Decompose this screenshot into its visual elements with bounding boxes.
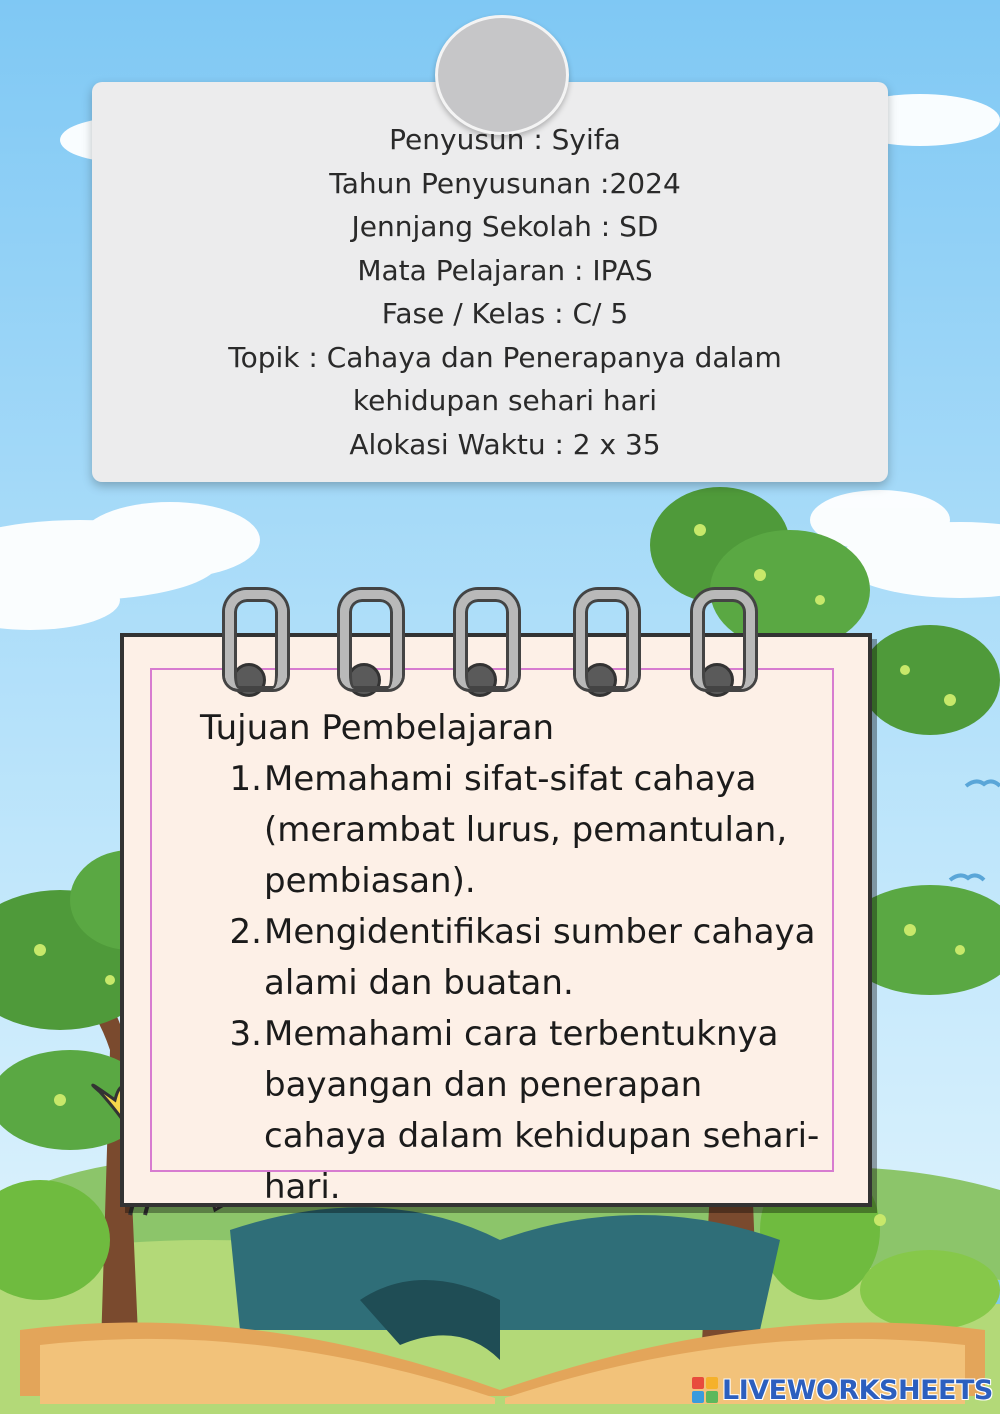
objective-text: Mengidentifikasi sumber cahaya alami dan buatan. [264, 912, 816, 1003]
objective-text: Memahami sifat-sifat cahaya (merambat lurus, pemantulan, pembiasan). [264, 759, 788, 901]
author-line: Penyusun : Syifa [389, 123, 621, 156]
phase-class-line: Fase / Kelas : C/ 5 [381, 297, 629, 330]
objective-number: 1. [229, 759, 262, 799]
objective-text: Memahami cara terbentuknya bayangan dan penerapan cahaya dalam kehidupan sehari-hari. [264, 1014, 820, 1207]
objective-item [200, 1009, 840, 1213]
info-lines [92, 118, 918, 466]
objective-item [200, 754, 840, 907]
liveworksheets-logo-icon [692, 1377, 718, 1403]
objectives-title: Tujuan Pembelajaran [200, 708, 555, 748]
pin-icon [435, 15, 569, 135]
spiral-ring-icon [693, 590, 755, 689]
liveworksheets-logo-text: LIVEWORKSHEETS [722, 1374, 993, 1406]
subject-line: Mata Pelajaran : IPAS [357, 253, 653, 287]
topic-line-continued: kehidupan sehari hari [352, 384, 658, 417]
time-allocation-line: Alokasi Waktu : 2 x 35 [349, 427, 661, 461]
school-level-line: Jennjang Sekolah : SD [351, 210, 659, 243]
spiral-ring-icon [576, 590, 638, 689]
objective-number: 2. [229, 912, 262, 952]
spiral-ring-icon [225, 590, 287, 689]
spiral-ring-icon [456, 590, 518, 689]
year-line: Tahun Penyusunan :2024 [329, 166, 681, 200]
objective-number: 3. [229, 1014, 262, 1054]
learning-objectives [200, 703, 840, 1213]
spiral-ring-icon [340, 590, 402, 689]
objective-item [200, 907, 840, 1009]
liveworksheets-logo[interactable] [692, 1372, 993, 1408]
topic-line: Topik : Cahaya dan Penerapanya dalam [228, 340, 782, 374]
